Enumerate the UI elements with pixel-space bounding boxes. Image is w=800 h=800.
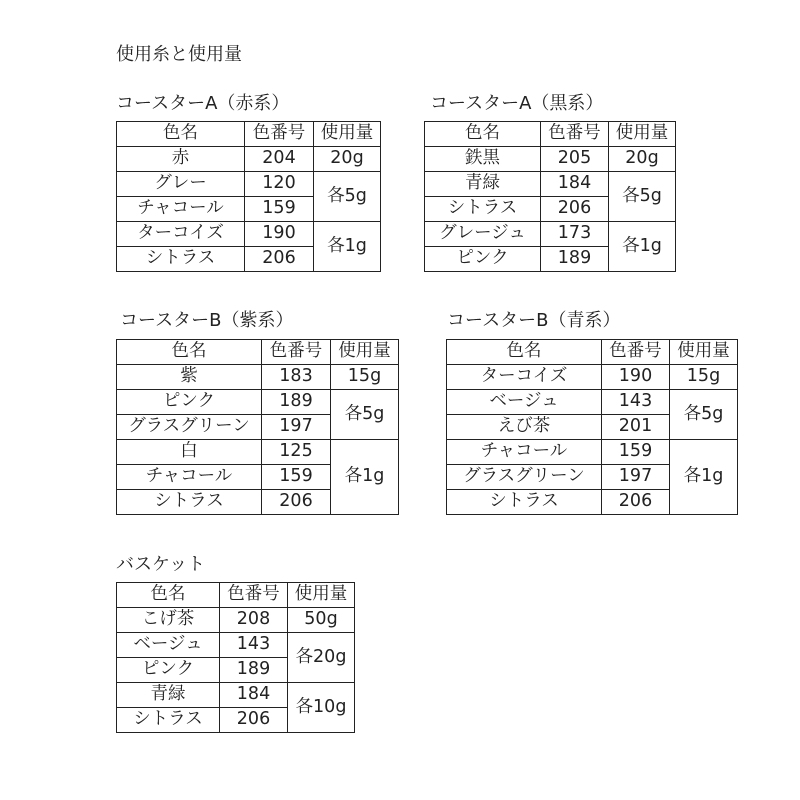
color-name-cell: こげ茶: [117, 608, 220, 633]
color-number-cell: 159: [245, 197, 314, 222]
color-name-cell: ピンク: [117, 390, 262, 415]
color-number-cell: 201: [602, 415, 670, 440]
amount-cell: 20g: [609, 147, 676, 172]
color-number-cell: 143: [220, 633, 288, 658]
table-row: [447, 390, 738, 415]
header-amount: 使用量: [314, 122, 381, 147]
header-color-name: 色名: [447, 340, 602, 365]
color-name-cell: チャコール: [117, 197, 245, 222]
amount-cell: 各5g: [314, 172, 381, 222]
amount-cell: 各5g: [670, 390, 738, 440]
page-title: 使用糸と使用量: [116, 44, 242, 65]
color-number-cell: 190: [602, 365, 670, 390]
caption-coaster-a-black: コースターA（黒系）: [430, 93, 604, 114]
amount-cell: 各5g: [331, 390, 399, 440]
table-row: [117, 365, 399, 390]
color-number-cell: 197: [262, 415, 331, 440]
color-number-cell: 189: [262, 390, 331, 415]
color-name-cell: ベージュ: [447, 390, 602, 415]
header-color-name: 色名: [117, 122, 245, 147]
table-header-row: [447, 340, 738, 365]
color-number-cell: 120: [245, 172, 314, 197]
color-number-cell: 189: [541, 247, 609, 272]
color-number-cell: 206: [262, 490, 331, 515]
color-number-cell: 190: [245, 222, 314, 247]
color-name-cell: グラスグリーン: [117, 415, 262, 440]
color-name-cell: シトラス: [425, 197, 541, 222]
color-number-cell: 197: [602, 465, 670, 490]
color-name-cell: ピンク: [117, 658, 220, 683]
color-name-cell: ベージュ: [117, 633, 220, 658]
amount-cell: 15g: [670, 365, 738, 390]
table-header-row: [425, 122, 676, 147]
header-color-name: 色名: [117, 583, 220, 608]
color-name-cell: チャコール: [117, 465, 262, 490]
caption-coaster-b-purple: コースターB（紫系）: [120, 310, 294, 331]
yarn-table-coaster-a-black: [424, 121, 676, 272]
table-row: [447, 440, 738, 465]
yarn-table-coaster-a-red: [116, 121, 381, 272]
color-name-cell: 青緑: [425, 172, 541, 197]
amount-cell: 各20g: [288, 633, 355, 683]
table-header-row: [117, 583, 355, 608]
color-number-cell: 208: [220, 608, 288, 633]
color-number-cell: 143: [602, 390, 670, 415]
table-row: [425, 147, 676, 172]
header-color-name: 色名: [425, 122, 541, 147]
table-row: [117, 440, 399, 465]
color-number-cell: 205: [541, 147, 609, 172]
header-color-number: 色番号: [220, 583, 288, 608]
color-number-cell: 184: [220, 683, 288, 708]
amount-cell: 20g: [314, 147, 381, 172]
table-row: [117, 222, 381, 247]
color-name-cell: シトラス: [117, 490, 262, 515]
color-number-cell: 159: [262, 465, 331, 490]
table-row: [117, 683, 355, 708]
amount-cell: 各10g: [288, 683, 355, 733]
header-color-number: 色番号: [262, 340, 331, 365]
color-name-cell: シトラス: [447, 490, 602, 515]
amount-cell: 各1g: [670, 440, 738, 515]
color-name-cell: ターコイズ: [117, 222, 245, 247]
color-number-cell: 189: [220, 658, 288, 683]
header-amount: 使用量: [670, 340, 738, 365]
header-amount: 使用量: [609, 122, 676, 147]
color-name-cell: シトラス: [117, 247, 245, 272]
color-name-cell: チャコール: [447, 440, 602, 465]
color-name-cell: グレー: [117, 172, 245, 197]
yarn-table-coaster-b-purple: [116, 339, 399, 515]
color-number-cell: 183: [262, 365, 331, 390]
color-name-cell: ピンク: [425, 247, 541, 272]
color-number-cell: 184: [541, 172, 609, 197]
table-row: [117, 147, 381, 172]
yarn-table-basket: [116, 582, 355, 733]
yarn-table-coaster-b-blue: [446, 339, 738, 515]
header-color-name: 色名: [117, 340, 262, 365]
color-name-cell: 赤: [117, 147, 245, 172]
color-number-cell: 206: [245, 247, 314, 272]
color-name-cell: 白: [117, 440, 262, 465]
table-row: [117, 172, 381, 197]
color-name-cell: グレージュ: [425, 222, 541, 247]
amount-cell: 15g: [331, 365, 399, 390]
color-name-cell: グラスグリーン: [447, 465, 602, 490]
color-number-cell: 204: [245, 147, 314, 172]
amount-cell: 50g: [288, 608, 355, 633]
table-row: [117, 633, 355, 658]
color-name-cell: シトラス: [117, 708, 220, 733]
table-row: [447, 365, 738, 390]
header-amount: 使用量: [331, 340, 399, 365]
color-name-cell: 青緑: [117, 683, 220, 708]
table-header-row: [117, 122, 381, 147]
color-number-cell: 159: [602, 440, 670, 465]
caption-coaster-a-red: コースターA（赤系）: [116, 93, 290, 114]
table-row: [117, 390, 399, 415]
table-row: [425, 172, 676, 197]
table-header-row: [117, 340, 399, 365]
amount-cell: 各1g: [314, 222, 381, 272]
color-name-cell: 鉄黒: [425, 147, 541, 172]
header-amount: 使用量: [288, 583, 355, 608]
color-number-cell: 206: [541, 197, 609, 222]
header-color-number: 色番号: [245, 122, 314, 147]
caption-basket: バスケット: [116, 554, 206, 575]
color-name-cell: 紫: [117, 365, 262, 390]
amount-cell: 各1g: [331, 440, 399, 515]
color-number-cell: 206: [602, 490, 670, 515]
header-color-number: 色番号: [541, 122, 609, 147]
header-color-number: 色番号: [602, 340, 670, 365]
color-number-cell: 173: [541, 222, 609, 247]
table-row: [425, 222, 676, 247]
amount-cell: 各1g: [609, 222, 676, 272]
amount-cell: 各5g: [609, 172, 676, 222]
color-number-cell: 125: [262, 440, 331, 465]
color-number-cell: 206: [220, 708, 288, 733]
table-row: [117, 608, 355, 633]
color-name-cell: ターコイズ: [447, 365, 602, 390]
caption-coaster-b-blue: コースターB（青系）: [447, 310, 621, 331]
color-name-cell: えび茶: [447, 415, 602, 440]
